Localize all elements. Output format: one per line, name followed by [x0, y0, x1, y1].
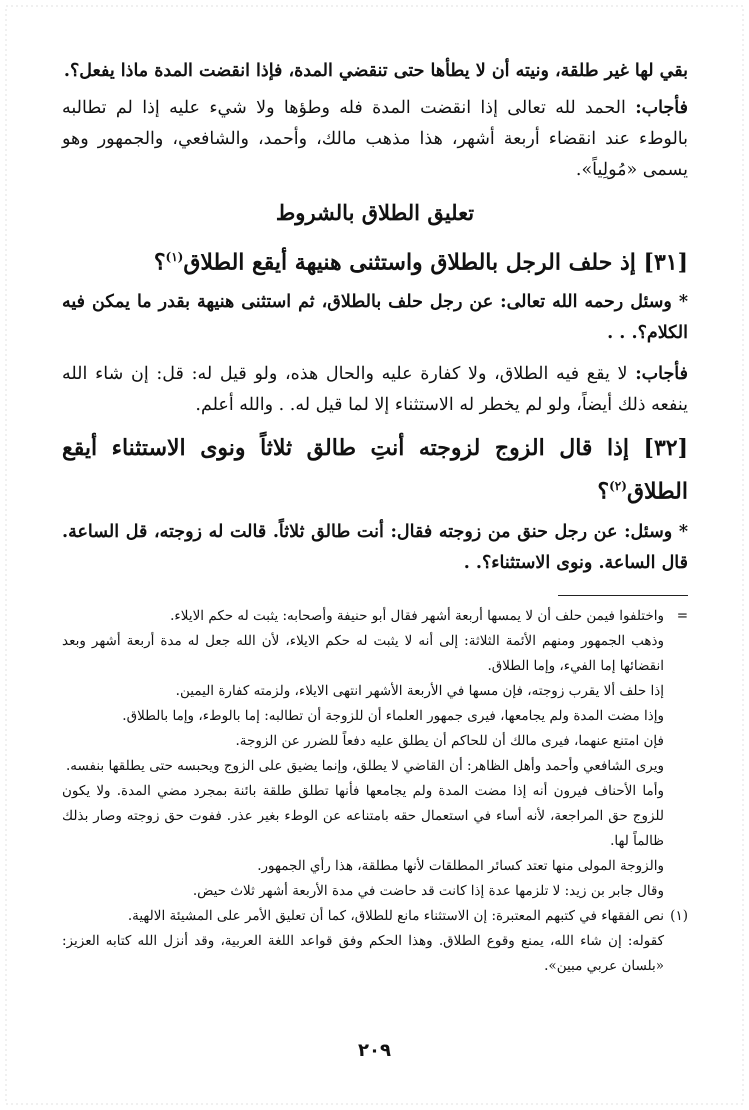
footnote-line: كقوله: إن شاء الله، يمنع وقوع الطلاق. وهذا الحكم وفق قواعد اللغة العربية، وقد أنزل الله كتابه العزيز: «بلسان عربي مبين».: [62, 932, 664, 974]
footnote-line: واختلفوا فيمن حلف أن لا يمسها أربعة أشهر فقال أبو حنيفة وأصحابه: يثبت له حكم الايلاء.: [170, 607, 664, 624]
heading-text: [٣١] إذ حلف الرجل بالطلاق واستثنى هنيهة أيقع الطلاق: [183, 249, 688, 276]
question-32-heading: [62, 429, 688, 510]
footnote-line: وأما الأحناف فيرون أنه إذا مضت المدة ولم يجامعها فأنها تطلق طلقة بائنة بمجرد مضي المدة. ولا يكون للزوج حق المراجعة، لأنه أساء في استعمال حقه بامتناعه عن الوطء بغير عذر. ففوت حق زوجته وصار بذلك ظالماً لها.: [62, 782, 664, 849]
footnote-divider: [558, 595, 688, 596]
footnote-line: ويرى الشافعي وأحمد وأهل الظاهر: أن القاضي لا يطلق، وإنما يضيق على الزوج ويحبسه حتى يطلقها بنفسه.: [65, 757, 664, 774]
footnote-line: وإذا مضت المدة ولم يجامعها، فيرى جمهور العلماء أن للزوجة أن تطالبه: إما بالوطء، وإما بالطلاق.: [122, 707, 664, 724]
heading-text: [٣٢] إذا قال الزوج لزوجته أنتِ طالق ثلاثاً ونوى الاستثناء أيقع الطلاق: [62, 435, 688, 505]
heading-end: ؟: [597, 478, 610, 505]
answer-label: فأجاب:: [635, 98, 688, 118]
page-number: ٢٠٩: [358, 1040, 391, 1061]
footnote-line: إذا حلف ألا يقرب زوجته، فإن مسها في الأربعة الأشهر انتهى الايلاء، ولزمته كفارة اليمين.: [175, 682, 664, 699]
footnote-1-mark: (١): [670, 907, 688, 924]
heading-end: ؟: [153, 249, 166, 276]
footnote-line: وذهب الجمهور ومنهم الأئمة الثلاثة: إلى أنه لا يثبت له حكم الايلاء، لأن الله جعل له مدة أربعة أشهر وبعد انقضائها إما الفيء، وإما الطلاق.: [62, 632, 664, 674]
question-31-text: * وسئل رحمه الله تعالى: عن رجل حلف بالطلاق، ثم استثنى هنيهة بقدر ما يمكن فيه الكلام؟. . .: [62, 292, 688, 344]
page-content: [62, 56, 688, 979]
footnotes: [62, 604, 688, 979]
footnote-ref[interactable]: (١): [165, 250, 184, 264]
answer-text: لا يقع فيه الطلاق، ولا كفارة عليه والحال هذه، ولو قيل له: قل: إن شاء الله ينفعه ذلك أيضاً، ولو لم يخطر له الاستثناء إلا لما قيل له. . والله أعلم.: [62, 364, 688, 416]
footnote-continuation: [62, 604, 688, 629]
section-title: تعليق الطلاق بالشروط: [275, 200, 475, 225]
intro-answer: [62, 93, 688, 186]
footnote-1: [62, 904, 688, 929]
footnote-ref[interactable]: (٢): [609, 479, 627, 494]
intro-line: بقي لها غير طلقة، ونيته أن لا يطأها حتى تنقضي المدة، فإذا انقضت المدة ماذا يفعل؟.: [63, 61, 688, 81]
answer-label: فأجاب:: [635, 364, 688, 385]
question-31-heading: [62, 238, 688, 281]
continuation-mark: =: [676, 607, 688, 624]
footnote-line: وقال جابر بن زيد: لا تلزمها عدة إذا كانت قد حاضت في مدة الأربعة أشهر ثلاث حيض.: [192, 882, 664, 899]
question-31-answer: [62, 359, 688, 421]
answer-text: الحمد لله تعالى إذا انقضت المدة فله وطؤها ولا شيء عليه إذا لم تطالبه بالوطء عند انقضاء أربعة أشهر، هذا مذهب مالك، وأحمد، والشافعي، والجمهور وهو يسمى «مُولِياً».: [62, 98, 688, 180]
footnote-line: والزوجة المولى منها تعتد كسائر المطلقات لأنها مطلقة، هذا رأي الجمهور.: [257, 857, 664, 874]
footnote-line: فإن امتنع عنهما، فيرى مالك أن للحاكم أن يطلق عليه دفعاً للضرر عن الزوجة.: [235, 732, 664, 749]
footnote-line: نص الفقهاء في كتبهم المعتبرة: إن الاستثناء مانع للطلاق، كما أن تعليق الأمر على المشيئة الالهية.: [127, 907, 664, 924]
question-32-text: * وسئل: عن رجل حنق من زوجته فقال: أنت طالق ثلاثاً. قالت له زوجته، قل الساعة. قال الساعة. ونوى الاستثناء؟. .: [62, 521, 688, 573]
